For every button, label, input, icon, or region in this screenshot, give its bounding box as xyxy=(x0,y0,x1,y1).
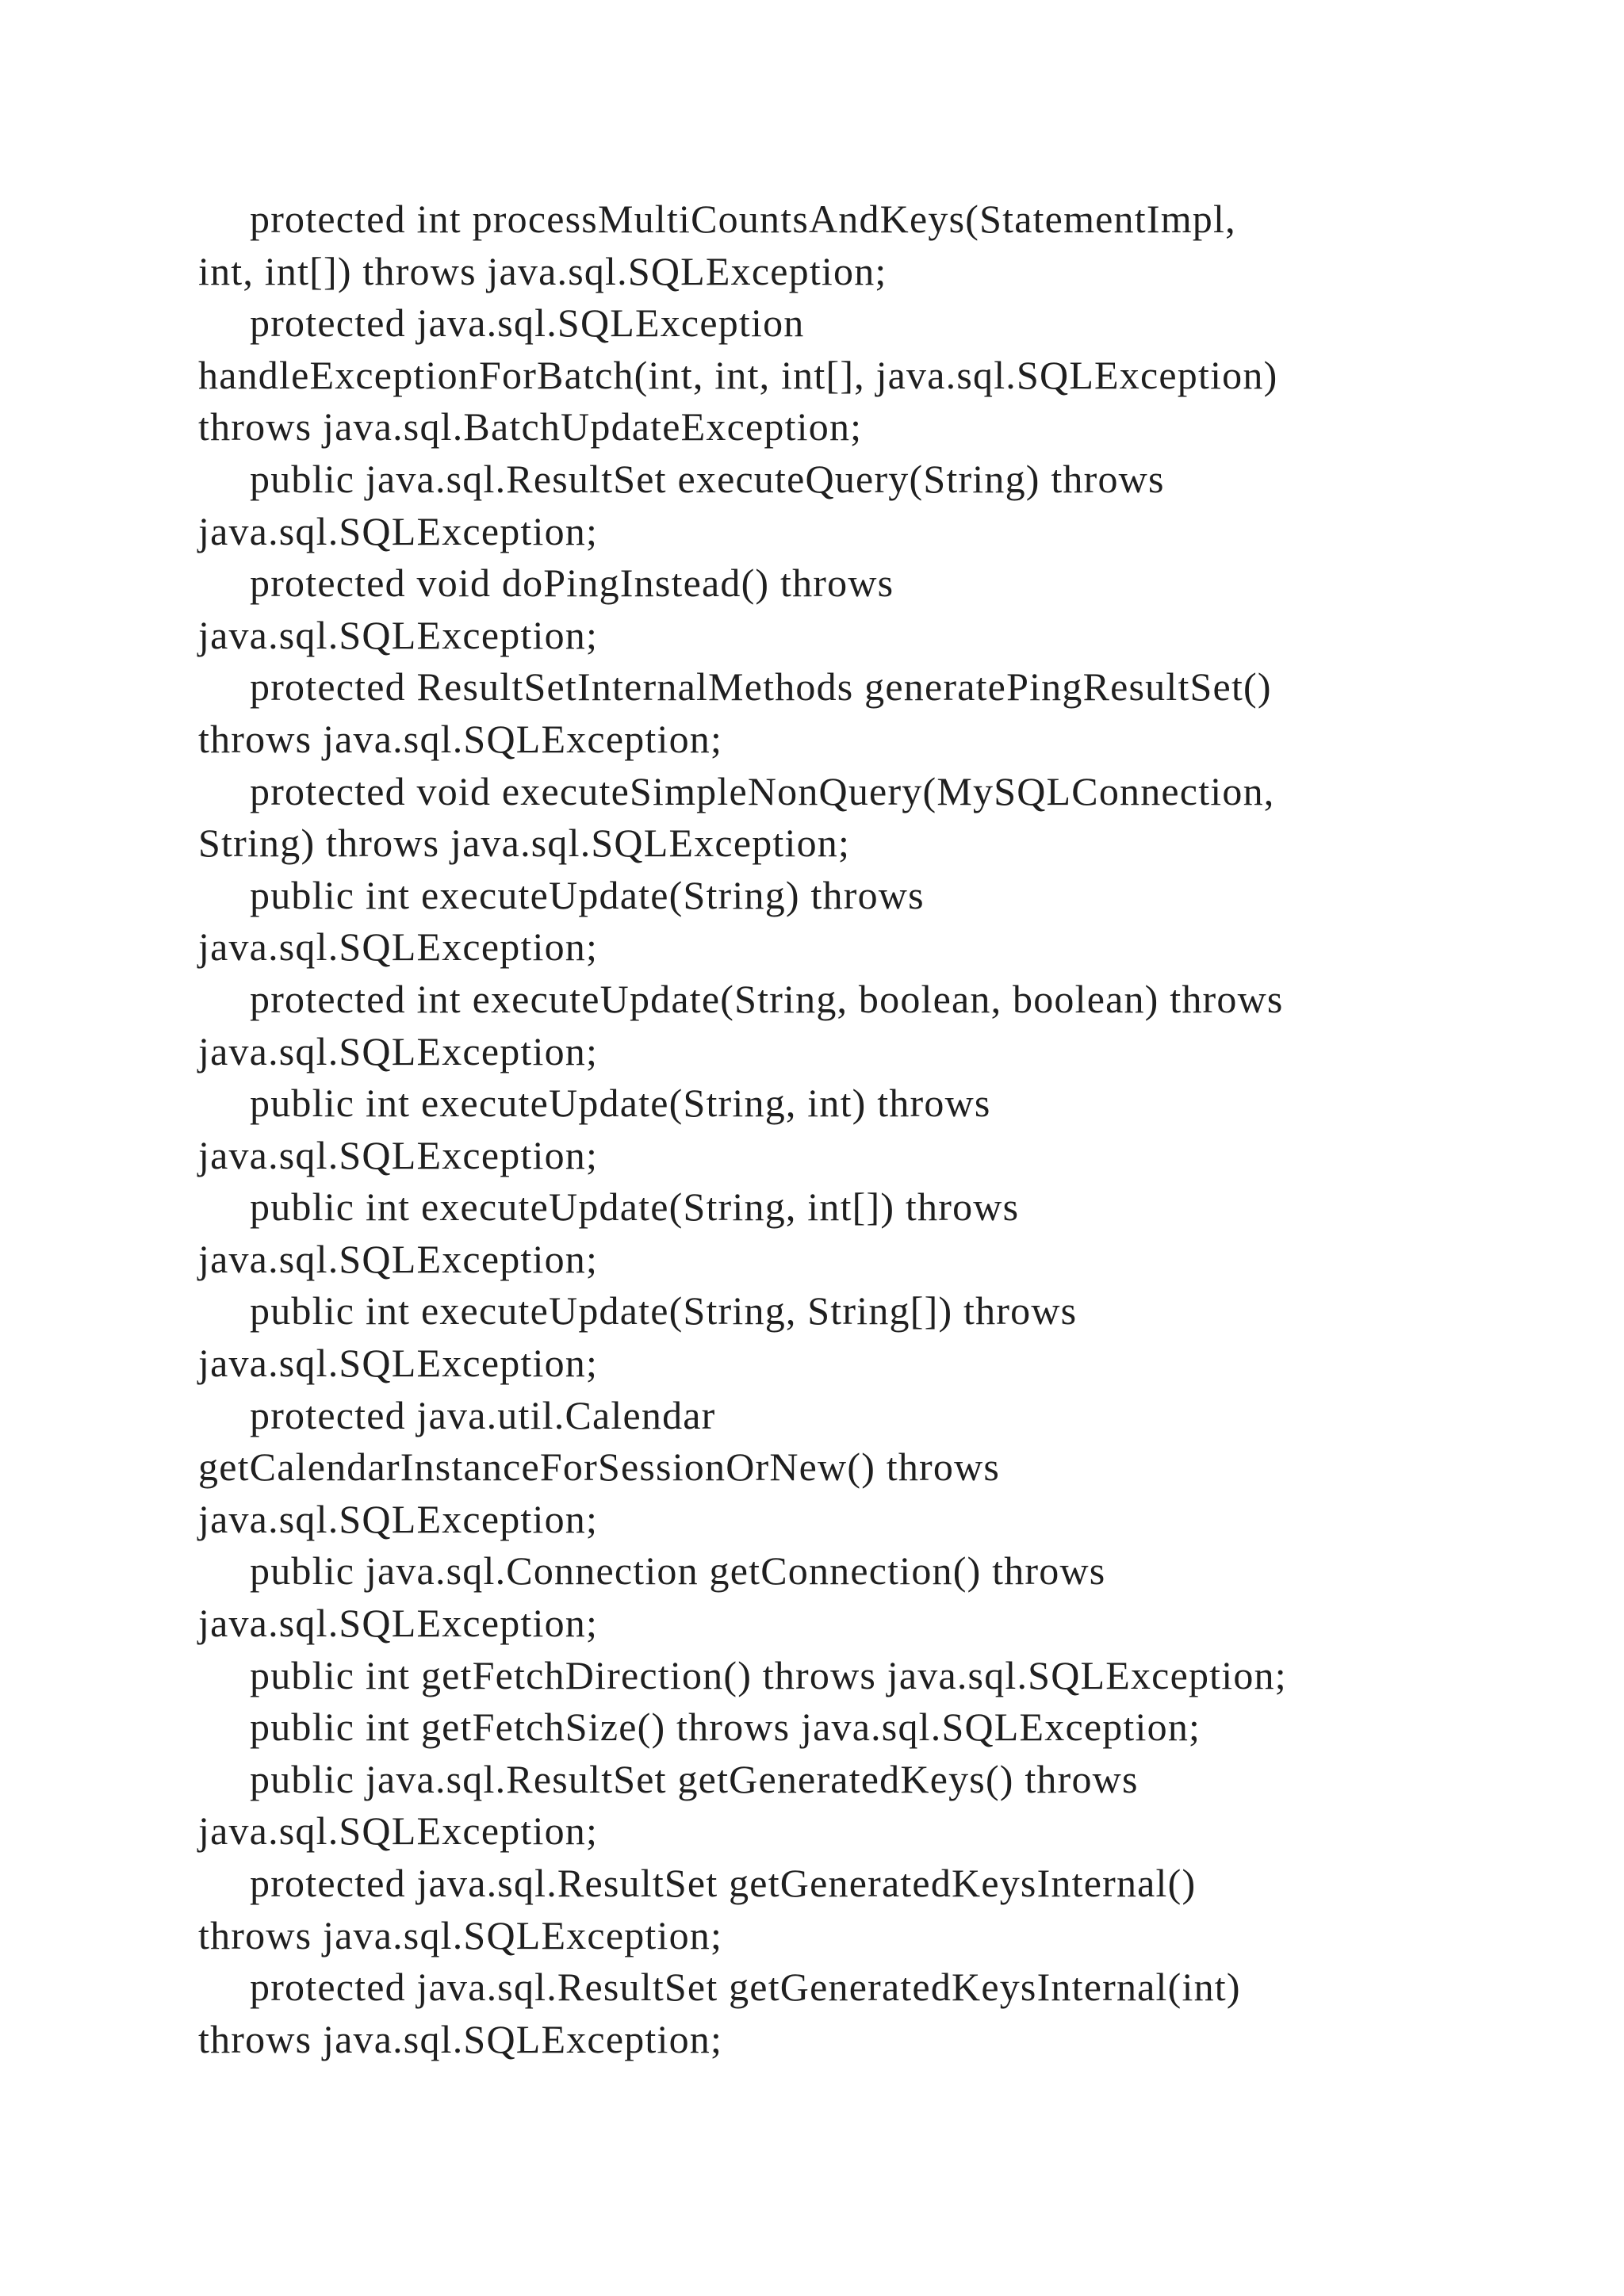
method-declaration: public java.sql.ResultSet getGeneratedKeys() throws java.sql.SQLException; xyxy=(198,1756,1139,1854)
method-declaration: protected void executeSimpleNonQuery(MySQLConnection, String) throws java.sql.SQLException; xyxy=(198,768,1275,866)
method-declaration: protected java.util.Calendar getCalendarInstanceForSessionOrNew() throws java.sql.SQLException; xyxy=(198,1392,1001,1541)
method-declaration: protected int processMultiCountsAndKeys(StatementImpl, int, int[]) throws java.sql.SQLException; xyxy=(198,197,1236,293)
method-declaration: protected int executeUpdate(String, boolean, boolean) throws java.sql.SQLException; xyxy=(198,976,1284,1073)
method-declaration: protected java.sql.ResultSet getGeneratedKeysInternal() throws java.sql.SQLException; xyxy=(198,1861,1197,1957)
document-body xyxy=(198,193,1515,2065)
method-declaration: protected java.sql.SQLException handleExceptionForBatch(int, int, int[], java.sql.SQLException) throws java.sql.BatchUpdateException; xyxy=(198,300,1278,450)
method-declaration: public int getFetchSize() throws java.sql.SQLException; xyxy=(250,1705,1201,1750)
method-declaration: protected ResultSetInternalMethods generatePingResultSet() throws java.sql.SQLException; xyxy=(198,664,1272,761)
method-declaration: public int executeUpdate(String, int) throws java.sql.SQLException; xyxy=(198,1081,991,1177)
method-declaration: public int executeUpdate(String) throws java.sql.SQLException; xyxy=(198,872,925,970)
method-declaration: public int executeUpdate(String, int[]) throws java.sql.SQLException; xyxy=(198,1184,1020,1281)
method-declaration: protected java.sql.ResultSet getGeneratedKeysInternal(int) throws java.sql.SQLException; xyxy=(198,1965,1241,2061)
method-declaration: public int getFetchDirection() throws java.sql.SQLException; xyxy=(250,1652,1287,1697)
method-declaration: public java.sql.ResultSet executeQuery(String) throws java.sql.SQLException; xyxy=(198,456,1165,553)
method-declaration: public int executeUpdate(String, String[]) throws java.sql.SQLException; xyxy=(198,1288,1078,1386)
method-declaration: public java.sql.Connection getConnection() throws java.sql.SQLException; xyxy=(198,1548,1106,1646)
method-declaration: protected void doPingInstead() throws java.sql.SQLException; xyxy=(198,561,894,657)
